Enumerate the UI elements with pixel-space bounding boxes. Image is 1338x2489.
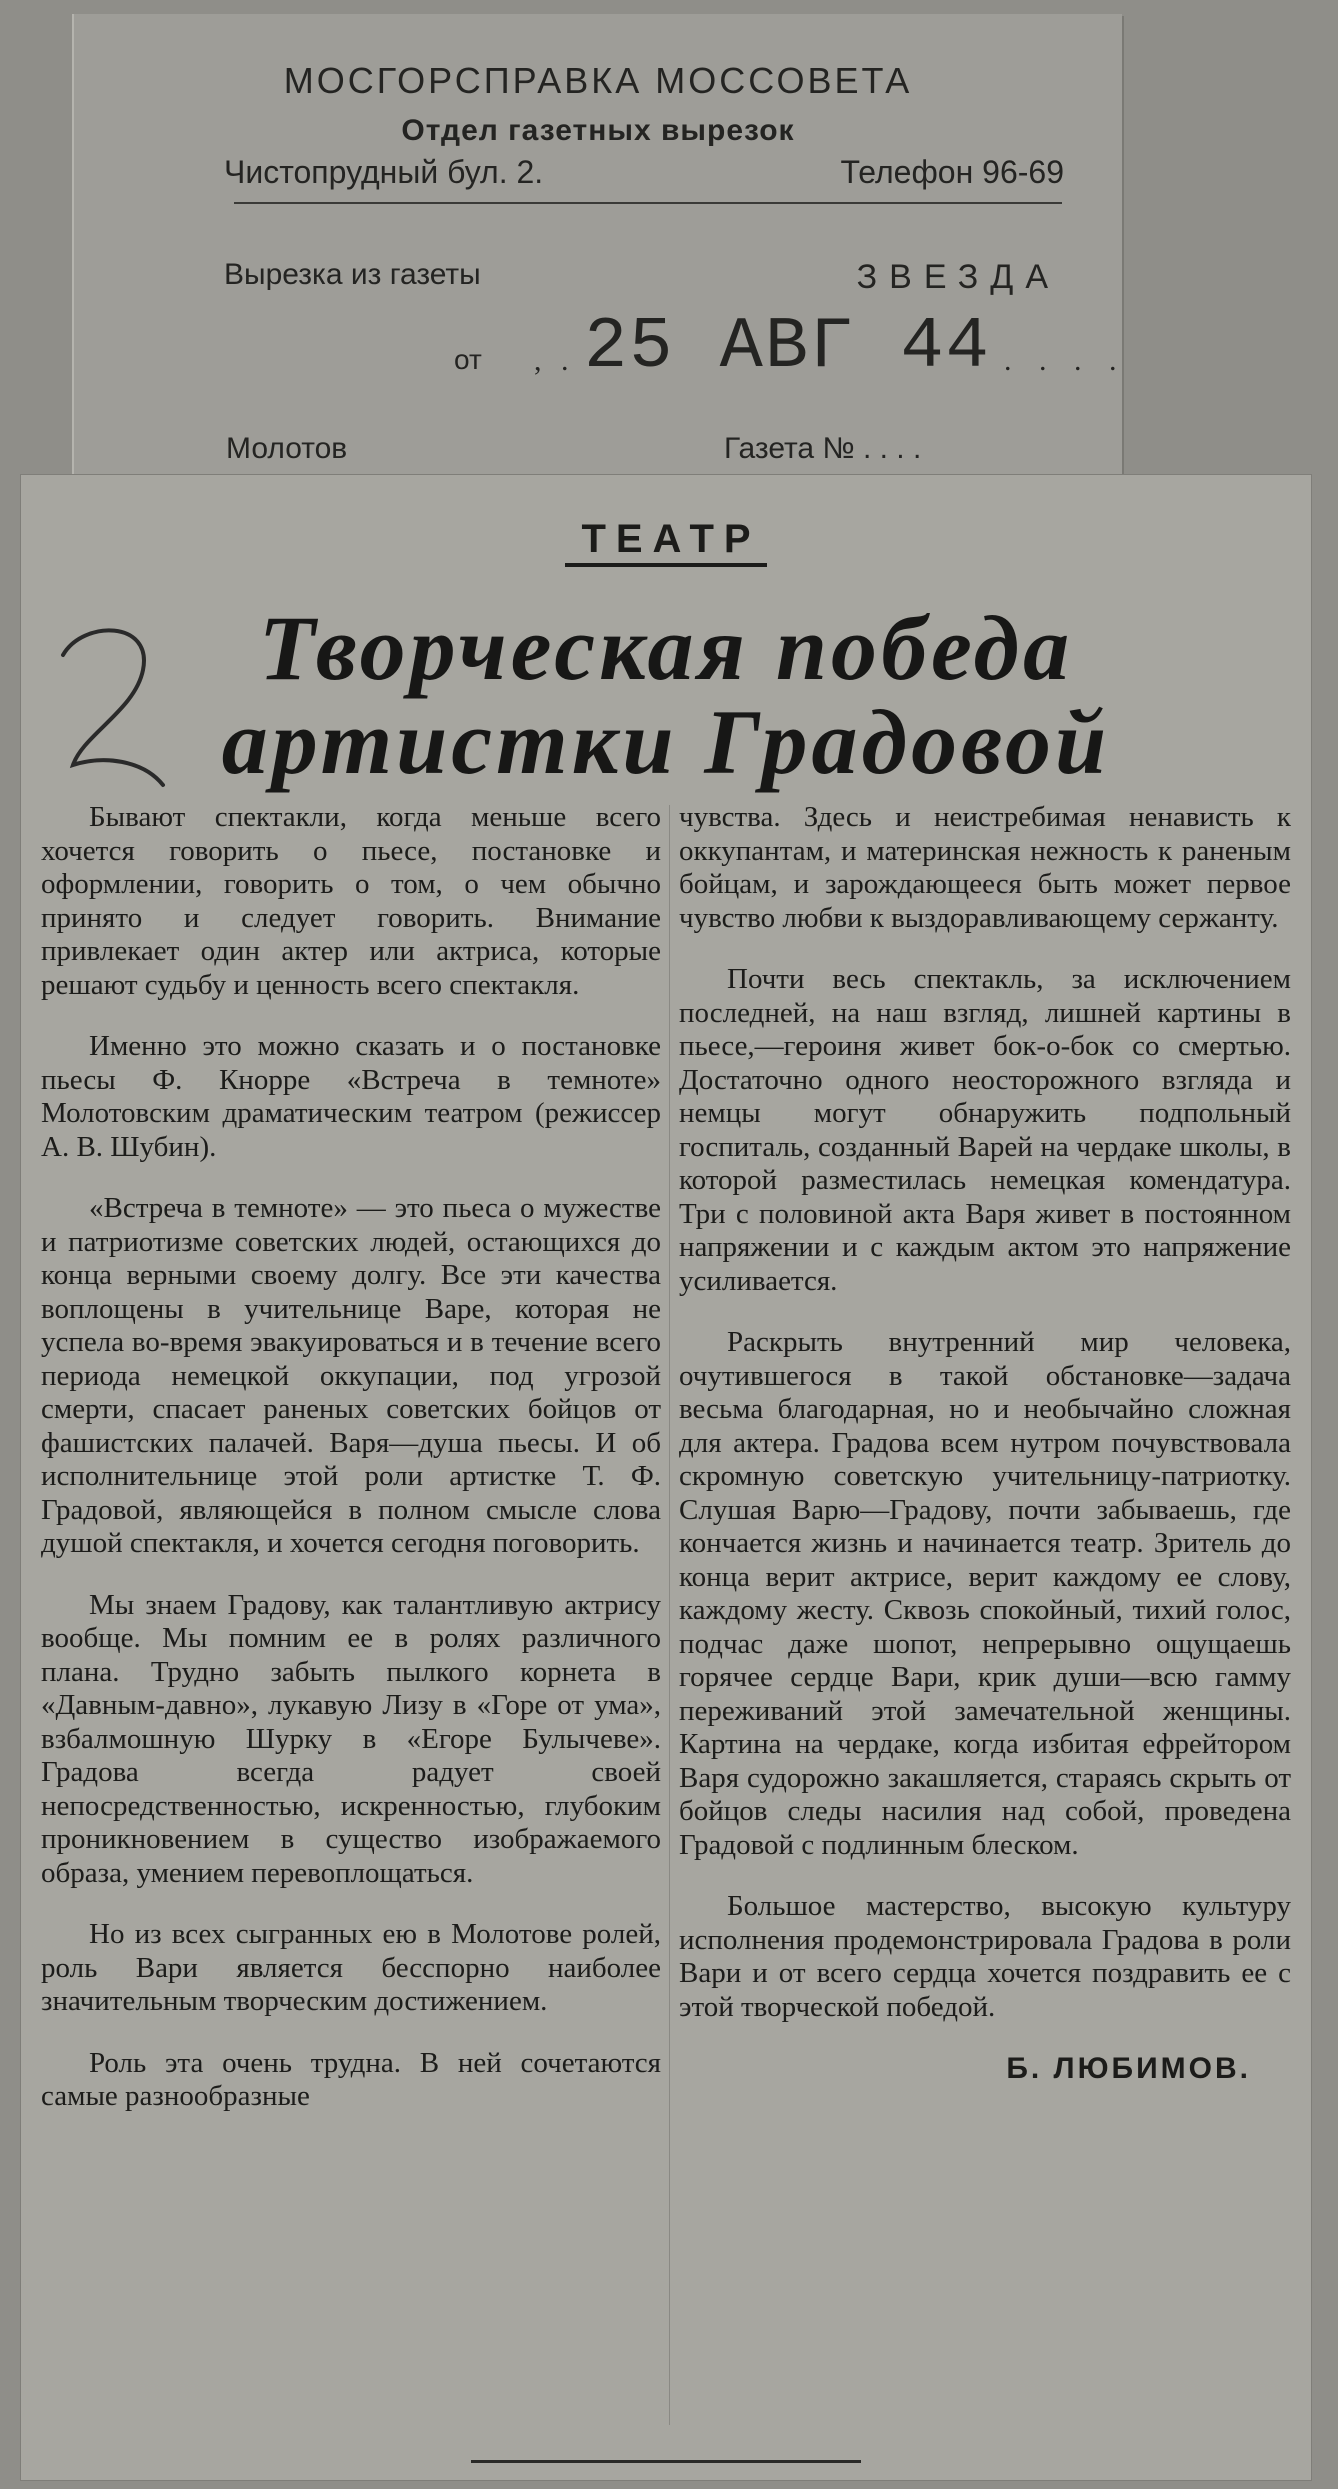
article-left-column bbox=[41, 801, 661, 2142]
paragraph: чувства. Здесь и неистребимая ненависть к оккупантам, и материнская нежность к раненым бойцам, и зарождающееся быть может первое чувство любви к выздоравливающему сержанту. bbox=[679, 801, 1291, 934]
stamp-divider bbox=[234, 202, 1062, 204]
stamp-gazeta-number: Газета № . . . . bbox=[724, 432, 922, 465]
paragraph: Мы знаем Градову, как талантливую актрису вообще. Мы помним ее в ролях различного плана. Трудно забыть пылкого корнета в «Давным-давно», лукавую Лизу в «Горе от ума», взбалмошную Шурку в «Егоре Булычеве». Градова всегда радует своей непосредственностью, искренностью, глубоким проникновением в существо изображаемого образа, умением перевоплощаться. bbox=[41, 1588, 661, 1889]
paragraph: Раскрыть внутренний мир человека, очутившегося в такой обстановке—задача весьма благодарная, но и необычайно сложная для актера. Градова всем нутром почувствовала скромную советскую учительницу-патриотку. Слушая Варю—Градову, почти забываешь, где кончается жизнь и начинается театр. Зритель до конца верит актрисе, верит каждому ее слову, каждому жесту. Сквозь спокойный, тихий голос, подчас даже шопот, непрерывно ощущаешь горячее сердце Вари, крик души—всю гамму переживаний этой замечательной женщины. Картина на чердаке, когда избитая ефрейтором Варя судорожно закашляется, стараясь скрыть от бойцов следы насилия над собой, проведена Градовой с подлинным блеском. bbox=[679, 1326, 1291, 1861]
stamp-date: 25 АВГ 44 bbox=[584, 306, 991, 388]
stamp-dots-after: . . . . bbox=[1004, 344, 1127, 377]
newspaper-clipping bbox=[20, 474, 1312, 2481]
headline-line-1: Творческая победа bbox=[258, 597, 1074, 699]
paragraph: Большое мастерство, высокую культуру исполнения продемонстрировала Градова в роли Вари и от всего сердца хочется поздравить ее с этой творческой победой. bbox=[679, 1890, 1291, 2023]
stamp-city: Молотов bbox=[226, 432, 348, 465]
paragraph: Но из всех сыгранных ею в Молотове ролей, роль Вари является бесспорно наиболее значительным творческим достижением. bbox=[41, 1918, 661, 2017]
stamp-clipping-label: Вырезка из газеты bbox=[224, 258, 481, 291]
paragraph: Роль эта очень трудна. В ней сочетаются самые разнообразные bbox=[41, 2046, 661, 2112]
article-right-column bbox=[679, 801, 1291, 2086]
column-divider bbox=[669, 805, 670, 2425]
headline-line-2: артистки Градовой bbox=[221, 691, 1111, 793]
section-label: ТЕАТР bbox=[565, 517, 766, 567]
section-heading bbox=[21, 517, 1311, 562]
bottom-rule bbox=[471, 2460, 861, 2463]
stamp-phone: Телефон 96-69 bbox=[840, 154, 1064, 190]
clipping-service-stamp bbox=[72, 14, 1127, 484]
stamp-dots-before: , . bbox=[534, 344, 575, 377]
paragraph: Бывают спектакли, когда меньше всего хочется говорить о пьесе, постановке и оформлении, говорить о том, о чем обычно принято и следует говорить. Внимание привлекает один актер или актриса, которые решают судьбу и ценность всего спектакля. bbox=[41, 801, 661, 1001]
stamp-address: Чистопрудный бул. 2. bbox=[224, 154, 544, 190]
author-signature: Б. ЛЮБИМОВ. bbox=[1006, 2052, 1251, 2085]
stamp-department: Отдел газетных вырезок bbox=[401, 114, 795, 147]
stamp-org-title: МОСГОРСПРАВКА МОССОВЕТА bbox=[283, 60, 913, 101]
paragraph: Почти весь спектакль, за исключением последней, на наш взгляд, лишней картины в пьесе,—героиня живет бок-о-бок со смертью. Достаточно одного неосторожного взгляда и немцы могут обнаружить подпольный госпиталь, созданный Варей на чердаке школы, в которой разместилась немецкая комендатура. Три с половиной акта Варя живет в постоянном напряжении и с каждым актом это напряжение усиливается. bbox=[679, 963, 1291, 1297]
stamp-from-label: от bbox=[454, 344, 482, 375]
paragraph: «Встреча в темноте» — это пьеса о мужестве и патриотизме советских людей, остающихся до конца верными своему долгу. Все эти качества воплощены в учительнице Варе, которая не успела во-время эвакуироваться и в течение всего периода немецкой оккупации, под угрозой смерти, спасает раненых советских бойцов от фашистских палачей. Варя—душа пьесы. И об исполнительнице этой роли артистке Т. Ф. Градовой, являющейся в полном смысле слова душой спектакля, и хочется сегодня поговорить. bbox=[41, 1192, 661, 1559]
stamp-newspaper-name: ЗВЕЗДА bbox=[856, 258, 1060, 296]
paragraph: Именно это можно сказать и о постановке пьесы Ф. Кнорре «Встреча в темноте» Молотовским драматическим театром (режиссер А. В. Шубин). bbox=[41, 1030, 661, 1163]
